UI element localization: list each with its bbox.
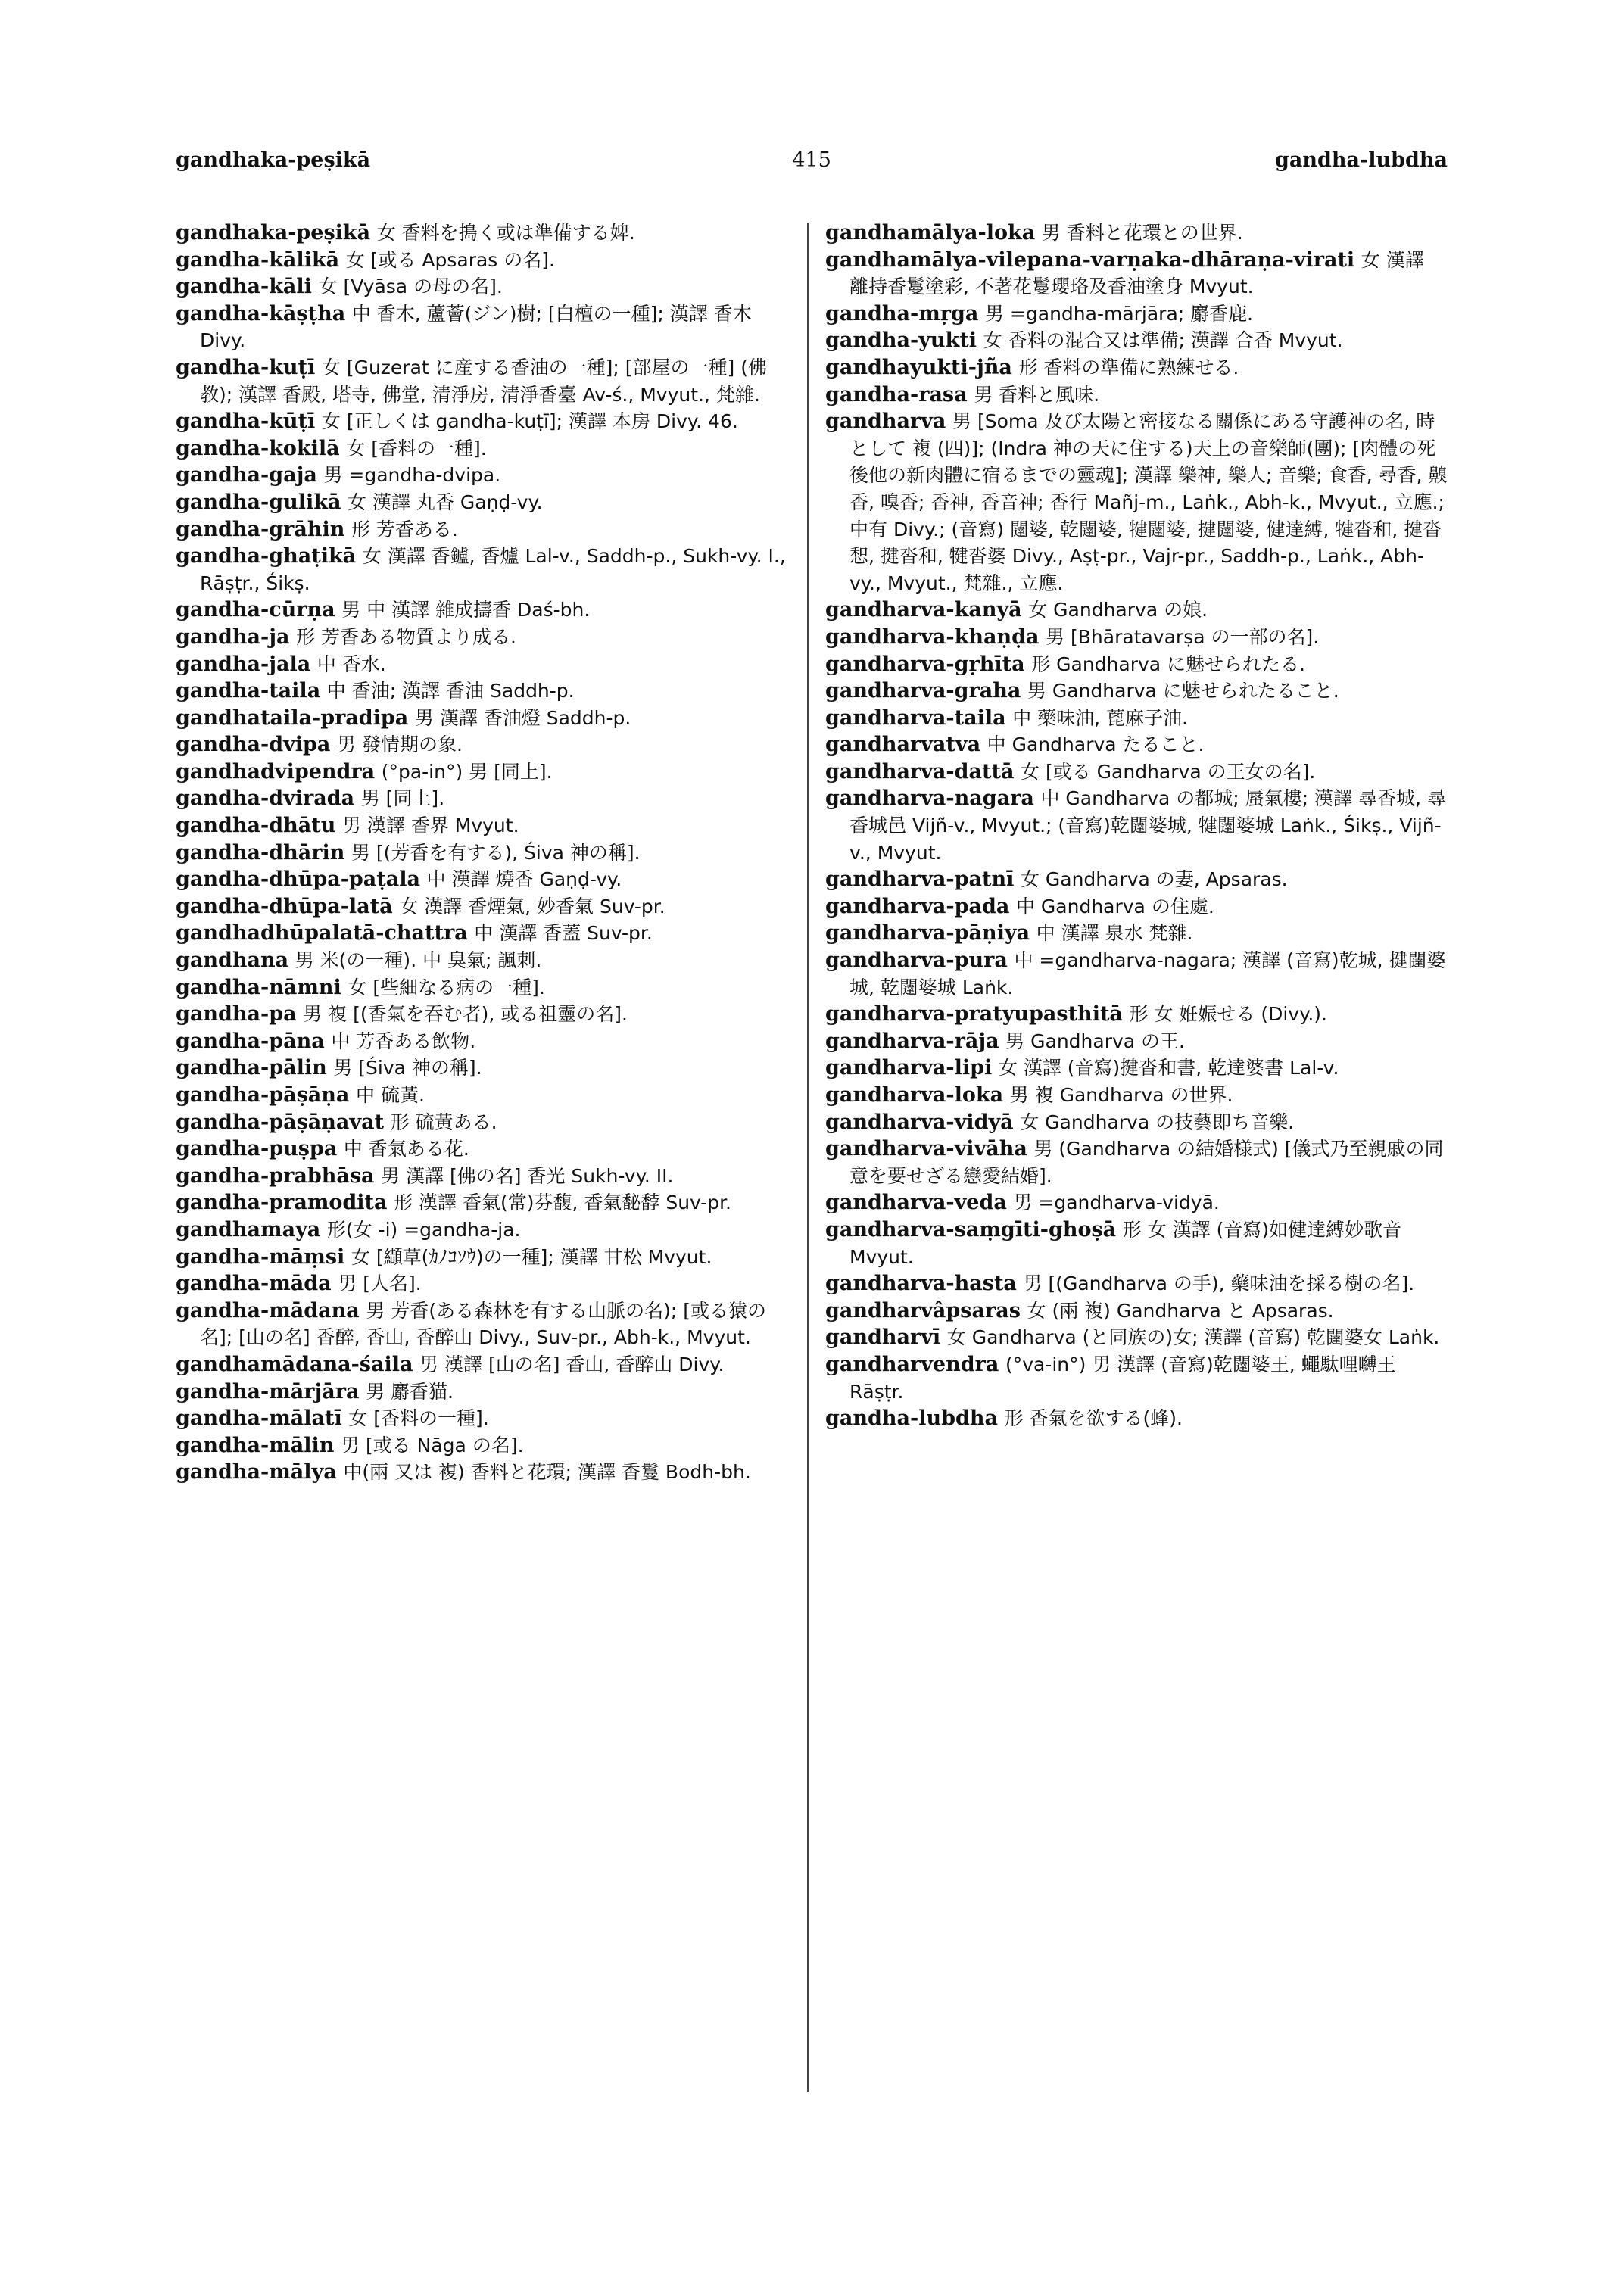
dictionary-entry [825,597,1448,624]
headword: gandharva [825,410,946,434]
headword: gandha-kokilā [176,436,340,460]
definition: 男 香料と花環との世界. [1041,222,1243,244]
headword: gandha-prabhāsa [176,1164,375,1188]
headword: gandha-kuṭī [176,355,316,379]
headword: gandha-yukti [825,329,977,353]
dictionary-entry [825,1189,1448,1217]
dictionary-entry [176,1001,789,1028]
headword: gandha-dhārin [176,840,345,865]
dictionary-entry [825,678,1448,705]
definition: 女 漢譯 丸香 Gaṇḍ-vy. [348,491,543,513]
headword: gandharvatva [825,733,981,757]
headword: gandharvendra [825,1352,999,1376]
headword: gandha-kāli [176,275,312,299]
definition: 中 漢譯 燒香 Gaṇḍ-vy. [426,868,622,891]
definition: 男 =gandharva-vidyā. [1013,1192,1220,1214]
dictionary-entry [825,301,1448,328]
headword: gandha-kāṣṭha [176,301,346,326]
dictionary-entry [176,354,789,408]
dictionary-entry [825,1298,1448,1325]
headword: gandhamālya-loka [825,221,1036,245]
headword: gandha-pāṣāṇavat [176,1110,385,1134]
definition: 中 藥味油, 蓖麻子油. [1012,706,1188,729]
dictionary-entry [176,1298,789,1351]
definition: 男 漢譯 [山の名] 香山, 香醉山 Divy. [419,1353,725,1375]
headword: gandharvī [825,1326,941,1350]
headword: gandharva-saṃgīti-ghoṣā [825,1217,1117,1242]
headword: gandharva-rāja [825,1029,999,1053]
headword: gandha-mādana [176,1298,360,1323]
definition: 中 漢譯 香蓋 Suv-pr. [474,922,653,945]
definition: 女 (兩 複) Gandharva と Apsaras. [1027,1299,1334,1322]
dictionary-entry [176,651,789,678]
headword: gandha-gaja [176,463,317,488]
headword: gandharva-kanyā [825,598,1022,622]
dictionary-entry [825,731,1448,759]
definition: 女 [正しくは gandha-kuṭī]; 漢譯 本房 Divy. 46. [321,410,738,433]
definition: 男 漢譯 香界 Mvyut. [341,815,519,837]
definition: 男 香料と風味. [974,383,1100,406]
running-head [176,148,1448,182]
definition: 女 [Guzerat に産する香油の一種]; [部屋の一種] (佛教); 漢譯 香殿, 塔寺, 佛堂, 清淨房, 清淨香臺 Av-ś., Mvyut., 梵雜. [200,356,767,406]
definition: 男 [人名]. [338,1273,422,1295]
headword: gandha-cūrṇa [176,598,335,622]
headword: gandha-pāna [176,1029,325,1053]
definition: 中 Gandharva の住處. [1015,895,1214,918]
headword: gandharva-loka [825,1083,1004,1107]
headword: gandha-kūṭī [176,410,316,434]
dictionary-entry [825,920,1448,947]
headword: gandha-mālya [176,1460,337,1485]
header-right-guide-word: gandha-lubdha [1275,148,1448,172]
dictionary-entry [825,1405,1448,1432]
headword: gandha-gulikā [176,490,341,514]
dictionary-entry [825,624,1448,651]
definition: 女 Gandharva の娘. [1028,599,1208,622]
headword: gandharva-nagara [825,787,1034,811]
definition: 男 漢譯 香油燈 Saddh-p. [414,706,631,729]
headword: gandha-dvipa [176,733,331,757]
dictionary-entry [176,247,789,274]
headword: gandha-mārjāra [176,1379,360,1404]
dictionary-entry [176,1351,789,1379]
dictionary-entry [176,273,789,301]
headword: gandharva-pratyupasthitā [825,1002,1123,1027]
definition: 女 漢譯 香煙氣, 妙香氣 Suv-pr. [399,895,665,918]
page-number: 415 [792,148,831,172]
headword: gandhamaya [176,1217,321,1242]
definition: 形 香氣を欲する(蜂). [1004,1407,1183,1430]
headword: gandha-pālin [176,1056,327,1080]
dictionary-entry [176,597,789,624]
headword: gandha-māṃsi [176,1245,345,1269]
dictionary-entry [176,1163,789,1190]
dictionary-entry [825,1136,1448,1189]
dictionary-entry [176,543,789,597]
right-column [825,220,1448,1432]
definition: 中 Gandharva たること. [987,734,1205,756]
headword: gandharva-hasta [825,1272,1017,1296]
dictionary-entry [176,920,789,947]
definition: 男 發情期の象. [337,734,463,756]
definition: 女 [香料の一種]. [346,437,487,460]
dictionary-entry [825,1109,1448,1136]
dictionary-entry [825,1351,1448,1405]
definition: 女 [或る Apsaras の名]. [345,248,555,271]
definition: 中(兩 又は 複) 香料と花環; 漢譯 香鬘 Bodh-bh. [343,1461,751,1484]
headword: gandharva-gṛhīta [825,652,1025,676]
definition: 女 漢譯 離持香鬘塗彩, 不著花鬘瓔珞及香油塗身 Mvyut. [849,248,1424,298]
definition: 形 芳香ある. [351,518,458,541]
dictionary-entry [825,705,1448,732]
definition: 男 [同上]. [360,787,445,810]
headword: gandhataila-pradipa [176,706,409,730]
definition: 女 漢譯 (音寫)揵沓和書, 乾達婆書 Lal-v. [998,1057,1339,1080]
definition: 形(女 -i) =gandha-ja. [326,1218,521,1241]
header-left-guide-word: gandhaka-peṣikā [176,148,371,172]
dictionary-entry [825,327,1448,354]
dictionary-entry [176,1217,789,1244]
definition: 男 =gandha-dvipa. [323,464,501,487]
headword: gandhamālya-vilepana-varṇaka-dhāraṇa-virati [825,248,1355,272]
dictionary-entry [176,1459,789,1486]
dictionary-entry [825,1055,1448,1082]
headword: gandha-mālatī [176,1407,342,1431]
dictionary-entry [825,893,1448,921]
definition: 女 [香料の一種]. [348,1407,489,1430]
headword: gandharva-veda [825,1191,1007,1215]
dictionary-entry [176,435,789,463]
headword: gandharva-pura [825,949,1008,973]
dictionary-entry [176,1244,789,1271]
dictionary-entry [825,220,1448,247]
headword: gandharva-vivāha [825,1137,1027,1161]
headword: gandharvâpsaras [825,1298,1021,1323]
headword: gandhadhūpalatā-chattra [176,921,468,946]
headword: gandharva-khaṇḍa [825,625,1040,649]
dictionary-entry [825,408,1448,597]
definition: 男 [Soma 及び太陽と密接なる關係にある守護神の名, 時として 複 (四)]; (Indra 神の天に住する)天上の音樂師(團); [肉體の死後他の新肉體に宿るまでの靈魂]; 漢譯 樂神, 樂人; 音樂; 食香, 尋香, 齅香, 嗅香; 香神, 香音神; 香行 Mañj-m., Laṅk., Abh-k., Mvyut., 立應.; 中有 Divy.; (音寫) 闥婆, 乾闥婆, 犍闥婆, 揵闥婆, 健達縛, 犍沓和, 揵沓惒, 揵沓和, 犍沓婆 Divy., Aṣṭ-pr., Vajr-pr., Saddh-p., Laṅk., Abh-vy., Mvyut., 梵雜., 立應. [849,410,1448,594]
dictionary-entry [176,759,789,786]
definition: 女 漢譯 香鑪, 香爐 Lal-v., Saddh-p., Sukh-vy. I., Rāṣṭr., Śikṣ. [200,545,786,594]
headword: gandharva-pada [825,894,1010,918]
definition: 男 [Śiva 神の稱]. [333,1057,482,1080]
definition: 男 Gandharva に魅せられたること. [1027,680,1339,703]
dictionary-entry [825,1028,1448,1055]
dictionary-entry [176,1055,789,1082]
definition: 男 中 漢譯 雜成擣香 Daś-bh. [341,599,591,622]
dictionary-entry [176,220,789,247]
definition: 女 香料を搗く或は準備する婢. [376,222,635,244]
dictionary-entry [825,1217,1448,1270]
dictionary-entry [825,1324,1448,1351]
dictionary-entry [825,759,1448,786]
headword: gandhaka-peṣikā [176,221,371,245]
definition: 男 (Gandharva の結婚様式) [儀式乃至親戚の同意を要せざる戀愛結婚]. [849,1138,1444,1187]
headword: gandha-nāmni [176,975,341,999]
dictionary-entry [176,301,789,354]
definition: 中 =gandharva-nagara; 漢譯 (音寫)乾城, 揵闥婆城, 乾闥婆城 Laṅk. [849,949,1446,999]
dictionary-entry [176,1028,789,1055]
dictionary-entry [176,785,789,812]
headword: gandha-dvirada [176,787,355,811]
headword: gandharva-dattā [825,759,1015,784]
headword: gandha-dhātu [176,814,336,838]
headword: gandhadvipendra [176,759,376,784]
definition: 男 Gandharva の王. [1005,1030,1186,1052]
definition: 男 [(芳香を有する), Śiva 神の稱]. [351,841,641,864]
headword: gandharva-pāṇiya [825,921,1030,946]
definition: 女 Gandharva (と同族の)女; 漢譯 (音寫) 乾闥婆女 Laṅk. [946,1326,1440,1349]
definition: 形 女 姙娠せる (Divy.). [1129,1003,1327,1026]
headword: gandha-rasa [825,382,968,407]
headword: gandha-mālin [176,1433,335,1457]
dictionary-entry [176,840,789,867]
dictionary-entry [176,947,789,974]
definition: 男 複 [(香氣を吞む者), 或る祖靈の名]. [303,1003,628,1026]
headword: gandha-grāhin [176,517,345,541]
definition: 中 香木, 蘆薈(ジン)樹; [白檀の一種]; 漢譯 香木 Divy. [200,302,752,352]
definition: 女 Gandharva の妻, Apsaras. [1020,868,1288,891]
headword: gandha-lubdha [825,1407,998,1431]
definition: 男 複 Gandharva の世界. [1009,1084,1233,1106]
dictionary-entry [176,678,789,705]
definition: 中 芳香ある飲物. [331,1030,476,1052]
definition: 形 硫黃ある. [390,1111,497,1133]
dictionary-entry [825,382,1448,409]
dictionary-entry [176,624,789,651]
headword: gandhamādana-śaila [176,1352,413,1376]
definition: 女 [或る Gandharva の王女の名]. [1021,760,1316,783]
dictionary-entry [176,1109,789,1136]
headword: gandha-pramodita [176,1191,388,1215]
definition: 形 女 漢譯 (音寫)如健達縛妙歌音 Mvyut. [849,1218,1402,1268]
dictionary-entry [176,812,789,840]
dictionary-entry [176,408,789,435]
definition: 男 =gandha-mārjāra; 麝香鹿. [984,302,1254,325]
definition: 女 Gandharva の技藝即ち音樂. [1020,1111,1295,1133]
definition: 男 麝香猫. [366,1380,454,1403]
headword: gandha-dhūpa-latā [176,894,393,918]
dictionary-entry [825,1001,1448,1028]
dictionary-entry [825,866,1448,893]
headword: gandhana [176,949,289,973]
definition: 形 芳香ある物質より成る. [296,625,516,648]
headword: gandha-jala [176,652,311,676]
dictionary-entry [176,866,789,893]
definition: 中 香油; 漢譯 香油 Saddh-p. [326,680,575,703]
headword: gandharva-graha [825,679,1021,703]
dictionary-entry [825,651,1448,678]
dictionary-entry [825,1082,1448,1109]
headword: gandhayukti-jña [825,355,1012,379]
dictionary-entry [825,1270,1448,1298]
headword: gandha-kālikā [176,248,340,272]
headword: gandharva-patnī [825,868,1015,892]
definition: (°pa-in°) 男 [同上]. [381,760,553,783]
headword: gandha-puṣpa [176,1137,338,1161]
headword: gandha-dhūpa-paṭala [176,868,421,892]
definition: 中 漢譯 泉水 梵雜. [1036,922,1193,945]
dictionary-entry [176,1270,789,1298]
definition: 中 Gandharva の都城; 蜃氣樓; 漢譯 尋香城, 尋香城邑 Vijñ-v., Mvyut.; (音寫)乾闥婆城, 犍闥婆城 Laṅk., Śikṣ., Vijñ-v., Mvyut. [849,787,1446,864]
headword: gandha-ja [176,625,290,649]
headword: gandha-pāṣāṇa [176,1083,350,1107]
definition: 男 米(の一種). 中 臭氣; 諷刺. [295,949,542,972]
definition: 形 漢譯 香氣(常)芬馥, 香氣馝馞 Suv-pr. [394,1192,731,1214]
dictionary-entry [176,462,789,489]
headword: gandharva-vidyā [825,1110,1014,1134]
headword: gandha-taila [176,679,321,703]
definition: 中 香水. [316,653,386,675]
dictionary-entry [176,489,789,516]
dictionary-entry [825,785,1448,866]
definition: 男 漢譯 [佛の名] 香光 Sukh-vy. II. [381,1164,674,1187]
headword: gandharva-lipi [825,1056,993,1080]
dictionary-entry [176,893,789,921]
headword: gandha-mṛga [825,301,979,326]
definition: 女 [Vyāsa の母の名]. [318,276,503,298]
definition: 女 香料の混合又は準備; 漢譯 合香 Mvyut. [983,329,1343,352]
headword: gandha-pa [176,1002,297,1027]
dictionary-entry [176,516,789,544]
dictionary-entry [176,705,789,732]
definition: 男 [Bhāratavarṣa の一部の名]. [1046,625,1320,648]
dictionary-entry [176,1379,789,1406]
column-divider [807,223,809,2092]
left-column [176,220,789,1486]
definition: 男 [(Gandharva の手), 藥味油を採る樹の名]. [1023,1273,1415,1295]
headword: gandharva-taila [825,706,1006,730]
dictionary-entry [176,1432,789,1460]
definition: 女 [些細なる病の一種]. [348,976,545,999]
dictionary-entry [176,1136,789,1163]
definition: (°va-in°) 男 漢譯 (音寫)乾闥婆王, 蠅駄哩嚩王 Rāṣṭr. [849,1353,1396,1403]
headword: gandha-ghaṭikā [176,544,357,569]
dictionary-entry [825,354,1448,382]
definition: 中 硫黃. [356,1084,425,1106]
dictionary-entry [825,947,1448,1001]
dictionary-entry [176,1082,789,1109]
definition: 女 [纈草(ｶﾉｺｿｳ)の一種]; 漢譯 甘松 Mvyut. [351,1245,712,1268]
definition: 形 Gandharva に魅せられたる. [1031,653,1305,675]
definition: 中 香氣ある花. [343,1138,469,1161]
dictionary-entry [825,247,1448,301]
dictionary-entry [176,1405,789,1432]
definition: 形 香料の準備に熟練せる. [1018,356,1239,379]
dictionary-entry [176,731,789,759]
headword: gandha-māda [176,1272,332,1296]
definition: 男 [或る Nāga の名]. [341,1434,524,1456]
definition: 男 芳香(ある森林を有する山脈の名); [或る猿の名]; [山の名] 香醉, 香山, 香醉山 Divy., Suv-pr., Abh-k., Mvyut. [200,1299,766,1349]
dictionary-entry [176,1189,789,1217]
dictionary-entry [176,974,789,1002]
